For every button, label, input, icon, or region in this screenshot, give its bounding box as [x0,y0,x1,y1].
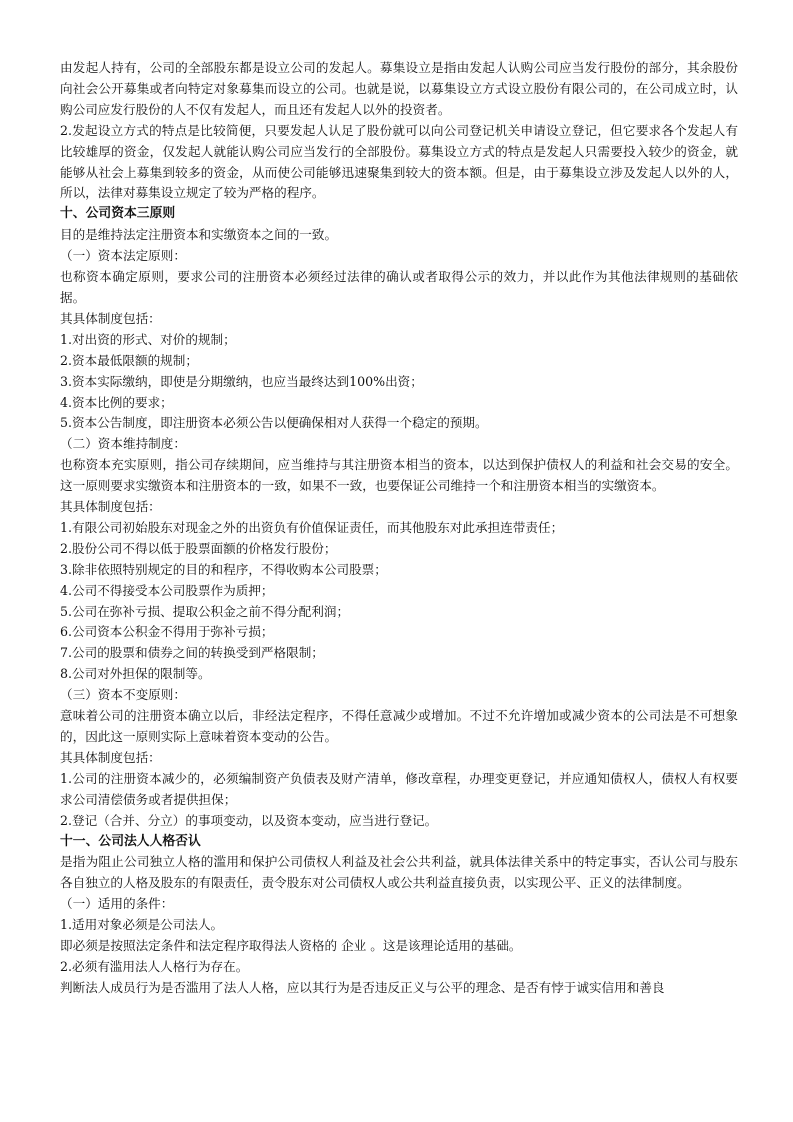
list-item: 4.公司不得接受本公司股票作为质押； [60,582,274,598]
list-item: 3.除非依照特别规定的目的和程序，不得收购本公司股票； [60,561,387,577]
section-heading: 十一、公司法人人格否认 [60,833,201,849]
list-item: 8.公司对外担保的限制等。 [60,666,211,682]
list-item: 2.股份公司不得以低于股票面额的价格发行股份； [60,540,337,556]
subsection-heading: （一）适用的条件： [60,896,174,912]
list-item: 1.公司的注册资本减少的，必须编制资产负债表及财产清单，修改章程，办理变更登记，并应通知债权人，债权人有权要求公司清偿债务或者提供担保； [60,770,738,807]
list-item: 2.登记（合并、分立）的事项变动，以及资本变动，应当进行登记。 [60,812,438,828]
subsection-heading: （二）资本维持制度： [60,436,186,452]
paragraph: 2.发起设立方式的特点是比较简便，只要发起人认足了股份就可以向公司登记机关申请设立登记，但它要求各个发起人有比较雄厚的资金，仅发起人就能认购公司应当发行的全部股份。募集设立方式的特点是发起人只需要投入较少的资金，就能够从社会上募集到较多的资金，从而使公司能够迅速聚集到较大的资本额。但是，由于募集设立涉及发起人以外的人，所以，法律对募集设立规定了较为严格的程序。 [60,122,738,201]
paragraph: 即必须是按照法定条件和法定程序取得法人资格的 企业 。这是该理论适用的基础。 [60,938,522,954]
paragraph: 目的是维持法定注册资本和实缴资本之间的一致。 [60,227,338,243]
paragraph: 其具体制度包括： [60,749,161,765]
paragraph: 其具体制度包括： [60,499,161,515]
paragraph: 其具体制度包括： [60,310,161,326]
paragraph: 也称资本确定原则，要求公司的注册资本必须经过法律的确认或者取得公示的效力，并以此作为其他法律规则的基础依据。 [60,269,738,305]
list-item: 1.有限公司初始股东对现金之外的出资负有价值保证责任，而其他股东对此承担连带责任； [60,519,564,535]
paragraph: 意味着公司的注册资本确立以后，非经法定程序，不得任意减少或增加。不过不允许增加或减少资本的公司法是不可想象的，因此这一原则实际上意味着资本变动的公告。 [60,708,738,744]
subsection-heading: （三）资本不变原则： [60,687,186,703]
section-heading: 十、公司资本三原则 [60,206,176,222]
subsection-heading: （一）资本法定原则： [60,248,186,264]
list-item: 2.资本最低限额的规制； [60,352,198,368]
list-item: 1.对出资的形式、对价的规制； [60,331,236,347]
list-item: 1.适用对象必须是公司法人。 [60,917,224,933]
paragraph: 是指为阻止公司独立人格的滥用和保护公司债权人利益及社会公共利益，就具体法律关系中的特定事实，否认公司与股东各自独立的人格及股东的有限责任，责令股东对公司债权人或公共利益直接负责，以实现公平、正义的法律制度。 [60,854,738,891]
paragraph: 由发起人持有，公司的全部股东都是设立公司的发起人。募集设立是指由发起人认购公司应当发行股份的部分，其余股份向社会公开募集或者向特定对象募集而设立的公司。也就是说，以募集设立方式设立股份有限公司的，在公司成立时，认购公司应发行股份的人不仅有发起人，而且还有发起人以外的投资者。 [60,60,738,117]
list-item: 2.必须有滥用法人人格行为存在。 [60,958,249,974]
list-item: 3.资本实际缴纳，即使是分期缴纳，也应当最终达到100%出资； [60,373,423,389]
list-item: 6.公司资本公积金不得用于弥补亏损； [60,624,274,640]
paragraph: 也称资本充实原则，指公司存续期间，应当维持与其注册资本相当的资本，以达到保护债权人的利益和社会交易的安全。这一原则要求实缴资本和注册资本的一致，如果不一致，也要保证公司维持一个和注册资本相当的实缴资本。 [60,457,738,494]
document-page [60,58,738,999]
list-item: 4.资本比例的要求； [60,394,173,410]
paragraph: 判断法人成员行为是否滥用了法人人格，应以其行为是否违反正义与公平的理念、是否有悖于诚实信用和善良 [60,979,665,995]
list-item: 7.公司的股票和债券之间的转换受到严格限制； [60,645,324,661]
list-item: 5.资本公告制度，即注册资本必须公告以便确保相对人获得一个稳定的预期。 [60,415,488,431]
list-item: 5.公司在弥补亏损、提取公积金之前不得分配利润； [60,603,350,619]
